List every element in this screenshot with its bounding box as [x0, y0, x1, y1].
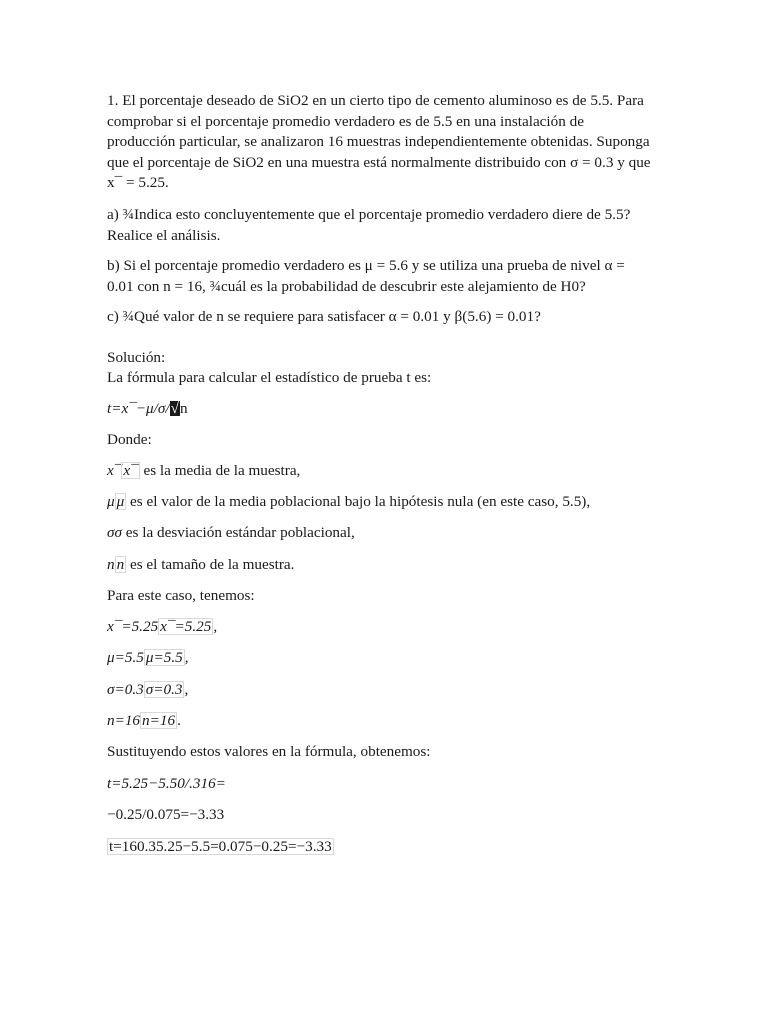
definition-mu	[107, 492, 590, 513]
donde-label: Donde:	[107, 431, 152, 448]
def-x-text: es la media de la muestra,	[139, 462, 301, 479]
def-x-duplicate: x¯	[123, 462, 138, 479]
value-n: n=16 n=16 .	[107, 712, 181, 729]
def-mu-duplicate: μ	[116, 493, 125, 510]
def-n-symbol: n	[107, 556, 115, 573]
val-sigma-a: σ=0.3	[107, 681, 144, 698]
case-intro: Para este caso, tenemos:	[107, 587, 255, 604]
val-n-a: n=16	[107, 712, 141, 729]
def-n-text: es el tamaño de la muestra.	[126, 556, 295, 573]
def-mu-symbol: μ	[107, 493, 115, 510]
def-mu-text: es el valor de la media poblacional bajo la hipótesis nula (en este caso, 5.5),	[126, 493, 591, 510]
calculation-line-3	[107, 837, 334, 858]
value-mu: μ=5.5 μ=5.5 ,	[107, 649, 189, 666]
problem-part-b: b) Si el porcentaje promedio verdadero es μ = 5.6 y se utiliza una prueba de nivel α = 0.01 con n = 16, ¾cuál es la probabilidad de descubrir este alejamiento de H0?	[107, 257, 625, 295]
calculation-line-2: −0.25/0.075=−3.33	[107, 806, 225, 823]
definition-x-bar	[107, 461, 300, 482]
val-mu-b: μ=5.5	[145, 649, 183, 666]
calculation-line-1: t=5.25−5.50/.316=	[107, 775, 226, 792]
def-sigma-symbol: σ	[107, 524, 115, 541]
val-x-a: x¯=5.25	[107, 618, 159, 635]
def-x-symbol: x¯	[107, 462, 122, 479]
value-x-bar: x¯=5.25 x¯=5.25 ,	[107, 618, 218, 635]
calc-3-box: t=160.35.25−5.5=0.075−0.25=−3.33	[109, 838, 332, 855]
def-sigma-text: es la desviación estándar poblacional,	[122, 524, 355, 541]
formula-t-statistic	[107, 399, 188, 420]
solution-intro: La fórmula para calcular el estadístico de prueba t es:	[107, 369, 432, 386]
formula-end: n	[179, 400, 188, 417]
formula-cursor: √	[170, 400, 179, 417]
solution-heading: Solución:	[107, 349, 166, 366]
problem-part-c: c) ¾Qué valor de n se requiere para satisfacer α = 0.01 y β(5.6) = 0.01?	[107, 308, 541, 325]
substitution-intro: Sustituyendo estos valores en la fórmula, obtenemos:	[107, 743, 431, 760]
problem-statement: 1. El porcentaje deseado de SiO2 en un cierto tipo de cemento aluminoso es de 5.5. Para comprobar si el porcentaje promedio verdadero es de 5.5 en una instalación de producción particular, se analizaron 16 muestras independientemente obtenidas. Suponga que el porcentaje de SiO2 en una muestra está normalmente distribuido con σ = 0.3 y que x¯ = 5.25.	[107, 92, 651, 191]
val-n-b: n=16	[142, 712, 176, 729]
val-sigma-b: σ=0.3	[145, 681, 183, 698]
def-sigma-duplicate: σ	[114, 524, 122, 541]
val-x-b: x¯=5.25	[160, 618, 212, 635]
val-mu-a: μ=5.5	[107, 649, 144, 666]
problem-part-a: a) ¾Indica esto concluyentemente que el porcentaje promedio verdadero diere de 5.5? Realice el análisis.	[107, 206, 631, 244]
definition-sigma	[107, 523, 355, 544]
value-sigma: σ=0.3 σ=0.3 ,	[107, 681, 189, 698]
def-n-duplicate: n	[116, 556, 125, 573]
formula-main: t=x¯−μ/σ/	[107, 400, 170, 417]
definition-n	[107, 555, 294, 576]
